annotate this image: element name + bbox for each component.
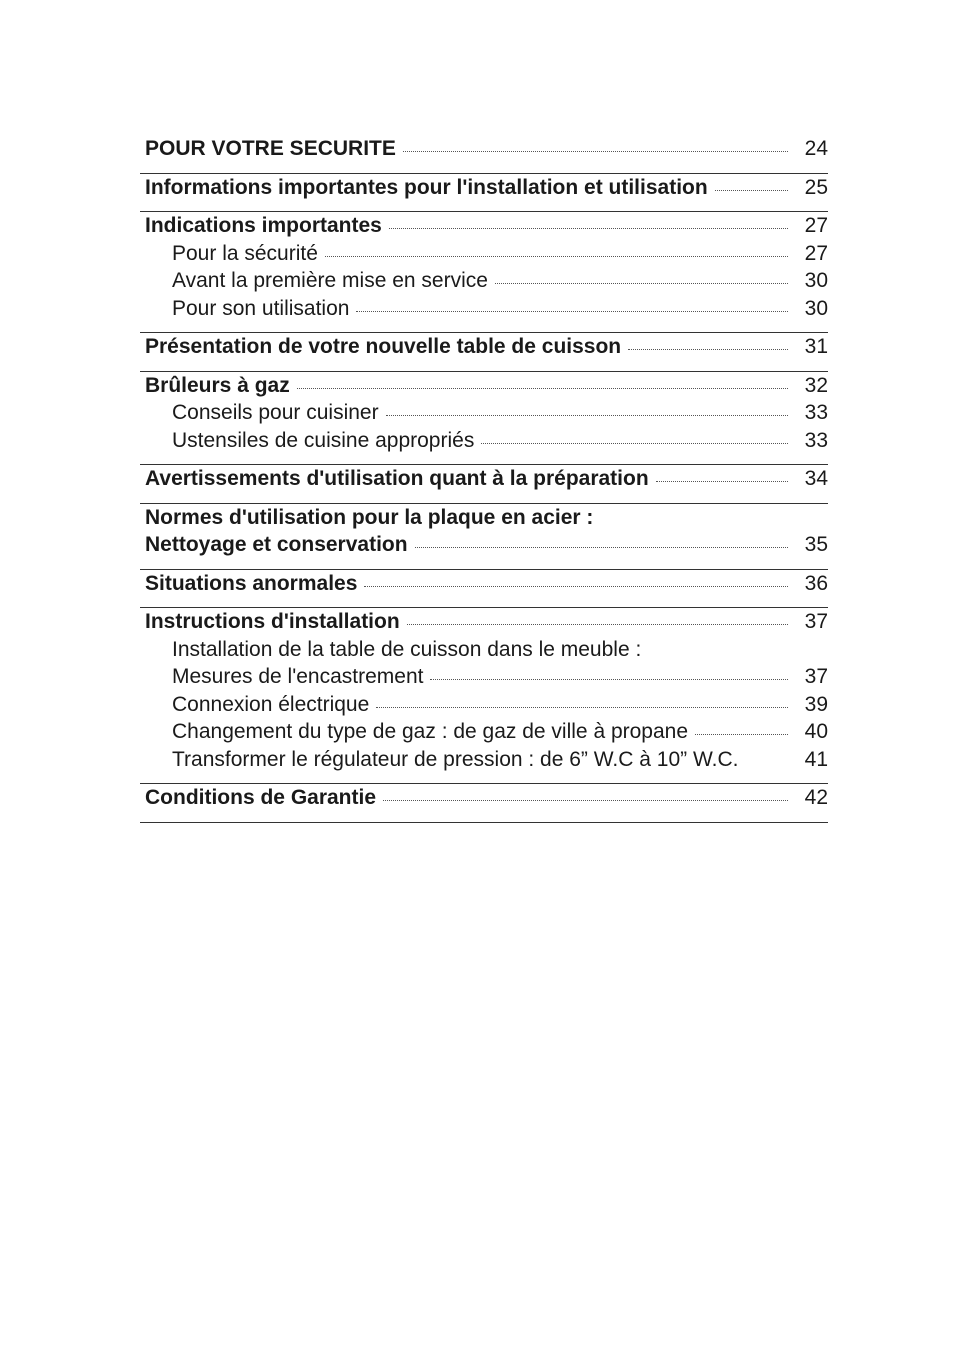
- toc-page-number: 41: [804, 747, 828, 771]
- dot-leader: [656, 481, 788, 482]
- toc-entry[interactable]: [140, 610, 828, 638]
- toc-section: [140, 372, 828, 466]
- toc-page-number: 32: [804, 373, 828, 397]
- toc-entry[interactable]: [140, 786, 828, 814]
- dot-leader: [297, 388, 788, 389]
- toc-entry-title: Installation de la table de cuisson dans le meuble :: [172, 637, 642, 661]
- toc-subentry[interactable]: [140, 638, 828, 666]
- toc-subentry[interactable]: [140, 720, 828, 748]
- dot-leader: [628, 349, 788, 350]
- toc-page-number: 30: [804, 296, 828, 320]
- toc-page-number: 33: [804, 428, 828, 452]
- dot-leader: [415, 547, 788, 548]
- dot-leader: [389, 228, 788, 229]
- toc-subentry[interactable]: [140, 429, 828, 457]
- toc-entry[interactable]: [140, 335, 828, 363]
- dot-leader: [495, 283, 788, 284]
- toc-subentry[interactable]: [140, 665, 828, 693]
- toc-section: [140, 465, 828, 504]
- toc-entry-title: POUR VOTRE SECURITE: [145, 137, 396, 160]
- toc-subentry[interactable]: [140, 242, 828, 270]
- toc-entry[interactable]: [140, 467, 828, 495]
- toc-page-number: 27: [804, 214, 828, 237]
- toc-subentry[interactable]: [140, 297, 828, 325]
- dot-leader: [715, 190, 788, 191]
- toc-entry-title: Pour la sécurité: [172, 241, 318, 265]
- toc-subentry[interactable]: [140, 693, 828, 721]
- toc-entry-title: Instructions d'installation: [145, 610, 400, 633]
- dot-leader: [356, 311, 788, 312]
- toc-page-number: 40: [804, 720, 828, 743]
- toc-entry-title: Avertissements d'utilisation quant à la préparation: [145, 467, 649, 490]
- toc-page-number: 36: [804, 571, 828, 595]
- toc-entry[interactable]: [140, 214, 828, 242]
- toc-entry[interactable]: [140, 572, 828, 600]
- toc-entry-title: Avant la première mise en service: [172, 269, 488, 292]
- dot-leader: [481, 443, 788, 444]
- toc-subentry[interactable]: [140, 269, 828, 297]
- toc-section: [140, 784, 828, 823]
- toc-entry-title: Présentation de votre nouvelle table de cuisson: [145, 335, 622, 358]
- dot-leader: [383, 800, 788, 801]
- toc-entry[interactable]: [140, 176, 828, 204]
- toc-entry-title: Transformer le régulateur de pression : de 6” W.C à 10” W.C.: [172, 747, 739, 771]
- dot-leader: [407, 624, 788, 625]
- toc-section: [140, 608, 828, 784]
- toc-section: [140, 504, 828, 570]
- toc-page-number: 42: [804, 786, 828, 809]
- toc-section: [140, 212, 828, 333]
- toc-subentry[interactable]: [140, 401, 828, 429]
- toc-entry[interactable]: [140, 374, 828, 402]
- toc-entry[interactable]: [140, 137, 828, 165]
- toc-page-number: 25: [804, 175, 828, 199]
- dot-leader: [364, 586, 788, 587]
- toc-entry-title: Brûleurs à gaz: [145, 373, 290, 397]
- toc-page-number: 24: [804, 137, 828, 160]
- toc-page-number: 37: [804, 665, 828, 688]
- toc-entry-title: Changement du type de gaz : de gaz de ville à propane: [172, 720, 689, 743]
- toc-page-number: 31: [804, 335, 828, 358]
- toc-page-number: 27: [804, 241, 828, 265]
- toc-section: [140, 137, 828, 174]
- table-of-contents: [140, 137, 828, 823]
- toc-page-number: 34: [804, 467, 828, 490]
- toc-entry-title: Conseils pour cuisiner: [172, 401, 379, 424]
- toc-entry-title: Connexion électrique: [172, 692, 370, 716]
- toc-section: [140, 174, 828, 213]
- toc-entry-title: Situations anormales: [145, 571, 358, 595]
- toc-section: [140, 333, 828, 372]
- toc-page-number: 33: [804, 401, 828, 424]
- toc-entry-title: Nettoyage et conservation: [145, 533, 408, 556]
- toc-page-number: 39: [804, 692, 828, 716]
- toc-entry-title: Ustensiles de cuisine appropriés: [172, 428, 475, 452]
- toc-entry-title: Indications importantes: [145, 214, 382, 237]
- toc-section: [140, 570, 828, 609]
- toc-page-number: 37: [804, 610, 828, 633]
- toc-entry[interactable]: [140, 533, 828, 561]
- dot-leader: [386, 415, 788, 416]
- dot-leader: [430, 679, 788, 680]
- toc-entry-title: Informations importantes pour l'installation et utilisation: [145, 175, 708, 199]
- dot-leader: [325, 256, 788, 257]
- toc-entry-title: Pour son utilisation: [172, 296, 350, 320]
- dot-leader: [376, 707, 788, 708]
- toc-entry-title: Mesures de l'encastrement: [172, 665, 424, 688]
- dot-leader: [695, 734, 788, 735]
- toc-entry[interactable]: [140, 506, 828, 534]
- toc-entry-title: Conditions de Garantie: [145, 786, 377, 809]
- dot-leader: [403, 151, 788, 152]
- toc-page-number: 35: [804, 533, 828, 556]
- toc-page-number: 30: [804, 269, 828, 292]
- toc-entry-title: Normes d'utilisation pour la plaque en acier :: [145, 505, 594, 529]
- toc-subentry[interactable]: [140, 748, 828, 776]
